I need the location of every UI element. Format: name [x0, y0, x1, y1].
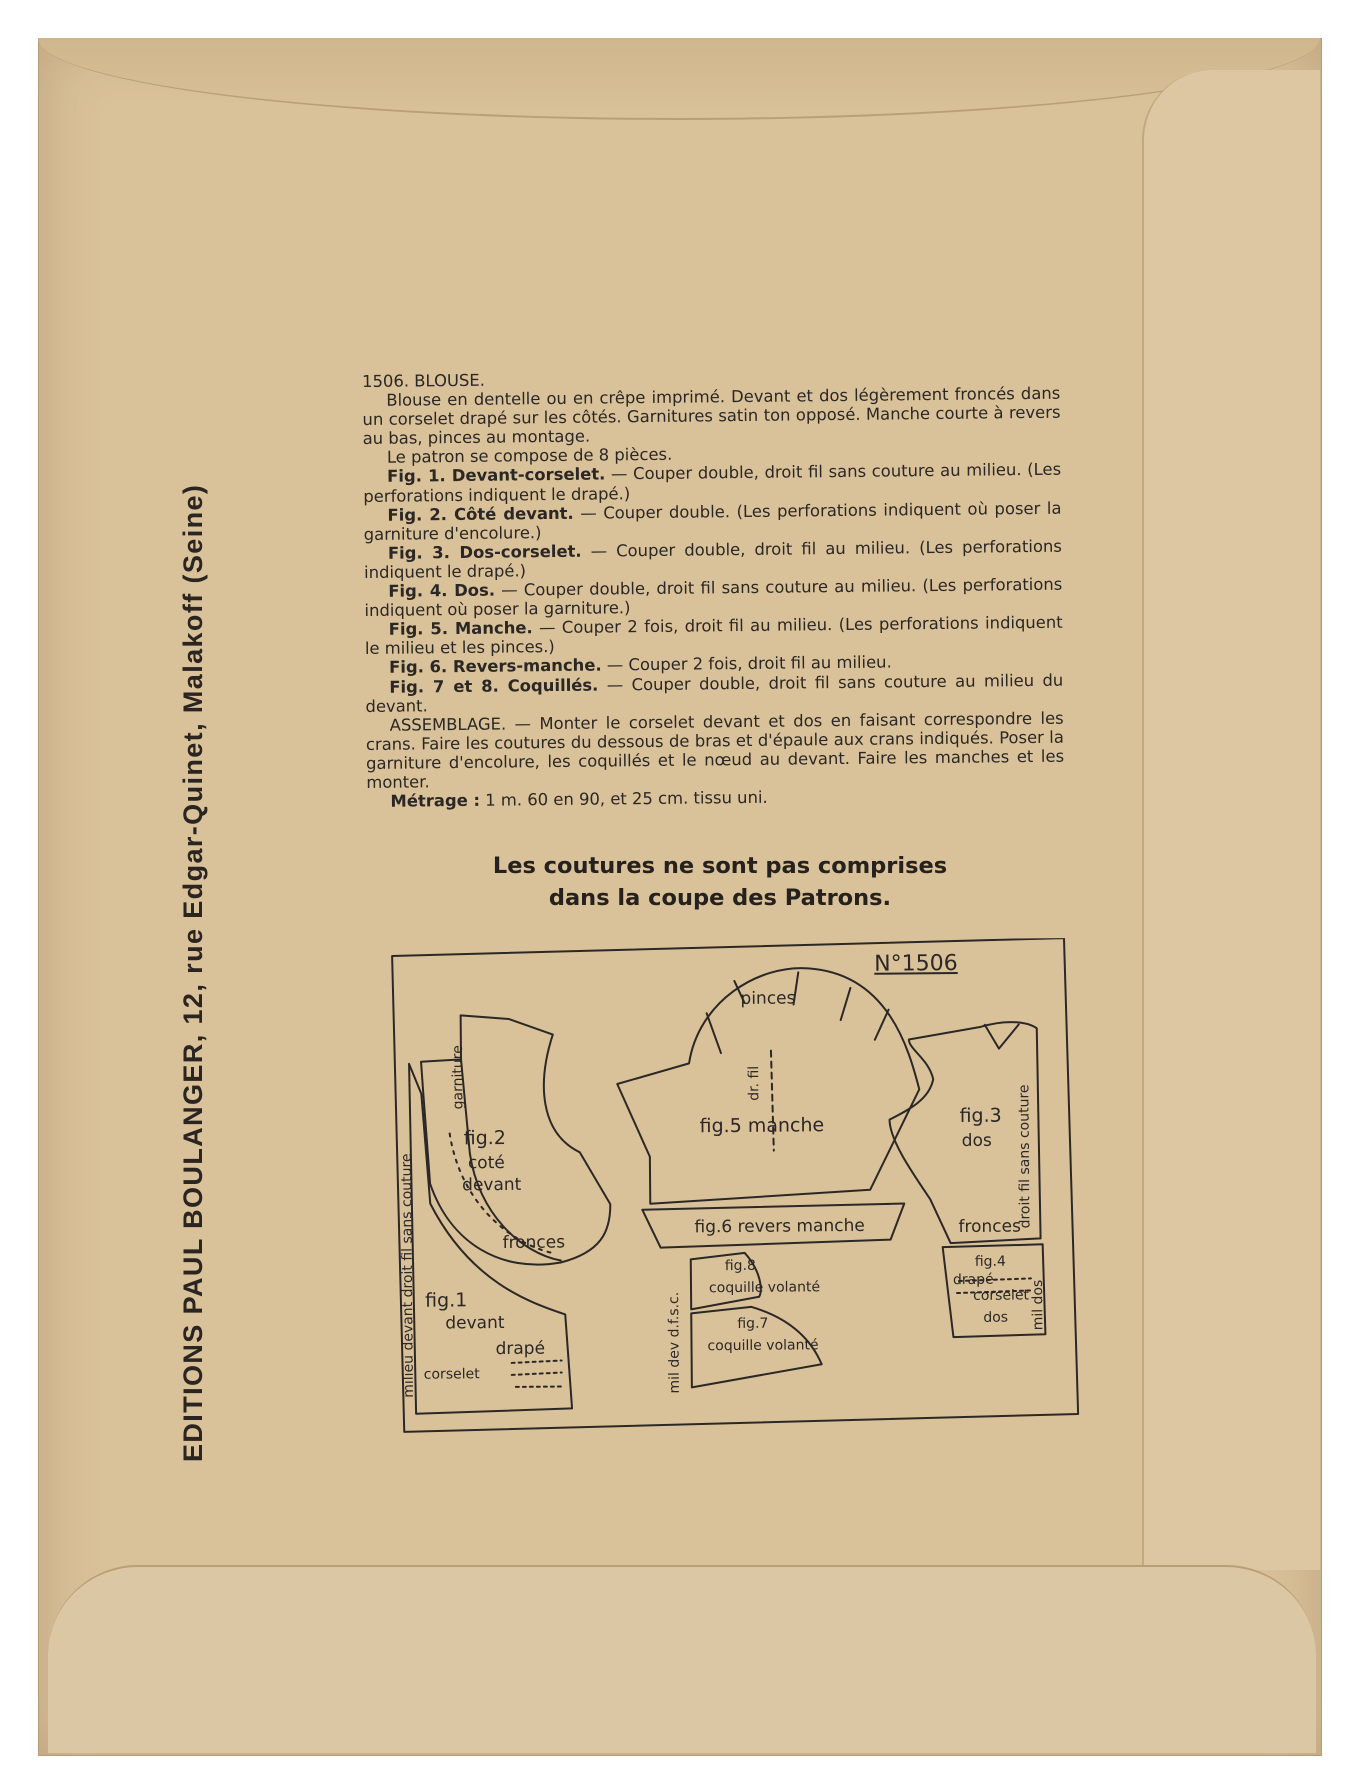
figure-label: Fig. 1. Devant-corselet. — [386, 464, 606, 487]
garniture-label: garniture — [449, 1045, 467, 1110]
figure-label: Fig. 6. Revers-manche. — [388, 655, 602, 678]
fig8-label: fig.8 — [724, 1257, 756, 1275]
figure-text: — Couper 2 fois, droit fil au milieu. (Les perforations indiquent le milieu et les pinces.) — [364, 612, 1063, 659]
fig1-label: fig.1 — [425, 1289, 468, 1312]
drape-label: drapé — [952, 1271, 994, 1289]
pinces-label: pinces — [740, 988, 796, 1009]
figure-text: — Couper double, droit fil sans couture au milieu. (Les perforations indiquent où poser la garniture.) — [364, 574, 1063, 621]
instructions-heading: 1506. BLOUSE. — [362, 370, 485, 391]
grain-label: dr. fil — [746, 1065, 763, 1101]
figure-label: Fig. 2. Côté devant. — [387, 503, 574, 525]
corselet-label: corselet — [423, 1366, 480, 1383]
droit-fil-label: droit fil sans couture — [1016, 1084, 1034, 1229]
envelope-side-flap — [1142, 70, 1320, 1570]
pattern-instructions — [362, 365, 1065, 811]
mil-dos-label: mil dos — [1029, 1279, 1047, 1331]
figure-label: Fig. 5. Manche. — [388, 618, 533, 639]
figure-label: Fig. 7 et 8. Coquillés. — [389, 675, 599, 697]
corselet-label: corselet — [973, 1287, 1030, 1304]
fig1-label: devant — [445, 1312, 505, 1334]
fronces-label: fronces — [958, 1216, 1022, 1238]
blouse-description: Blouse en dentelle ou en crêpe imprimé. Devant et dos légèrement froncés dans un corselet drapé sur les côtés. Garnitures satin ton opposé. Manche courte à revers au bas, pinces au montage. — [362, 383, 1061, 449]
pattern-layout-diagram — [388, 938, 1082, 1438]
milieu-devant-label: milieu devant droit fil sans couture — [398, 1153, 417, 1398]
figure-text: — Couper double. (Les perforations indiquent où poser la garniture d'encolure.) — [363, 498, 1062, 544]
figure-label: Fig. 4. Dos. — [388, 580, 496, 601]
fig7-label: fig.7 — [737, 1315, 769, 1332]
notice-line: dans la coupe des Patrons. — [548, 885, 892, 911]
fig3-dart — [985, 1024, 1019, 1048]
figure-label: Fig. 3. Dos-corselet. — [387, 541, 582, 563]
fig2-label: devant — [462, 1174, 522, 1196]
fig1-perforations — [512, 1361, 562, 1387]
fig2-label: fig.2 — [463, 1126, 506, 1150]
pieces-intro: Le patron se compose de 8 pièces. — [386, 445, 673, 468]
fig3-label: fig.3 — [959, 1104, 1002, 1128]
figure-text: — Couper 2 fois, droit fil au milieu. — [606, 652, 892, 675]
metrage-text: 1 m. 60 en 90, et 25 cm. tissu uni. — [485, 787, 768, 810]
dos-label: dos — [983, 1309, 1009, 1326]
publisher-imprint: EDITIONS PAUL BOULANGER, 12, rue Edgar-Quinet, Malakoff (Seine) — [178, 483, 208, 1462]
seam-allowance-notice — [420, 850, 1020, 914]
fig7-label: coquille volanté — [707, 1337, 819, 1355]
assembly-instruction: ASSEMBLAGE. — Monter le corselet devant et dos en faisant correspondre les crans. Faire les coutures du dessous de bras et d'épaule aux crans indiqués. Poser la garniture d'encolure, les coquillés et le nœud au devant. Faire les manches et les monter. — [365, 708, 1065, 792]
fig4-label: fig.4 — [974, 1253, 1006, 1270]
fig2-label: coté — [467, 1152, 505, 1174]
mil-dev-label: mil dev d.f.s.c. — [666, 1291, 683, 1394]
fig6-label: fig.6 revers manche — [694, 1215, 865, 1238]
metrage-label: Métrage : — [390, 790, 481, 811]
fig3-label: dos — [961, 1130, 992, 1152]
notice-line: Les coutures ne sont pas comprises — [492, 853, 948, 879]
fig5-dart-lines — [706, 972, 889, 1054]
drape-label: drapé — [495, 1338, 546, 1360]
envelope-bottom-flap — [48, 1565, 1316, 1753]
figure-text: — Couper double, droit fil au milieu. (Les perforations indiquent le drapé.) — [363, 536, 1062, 582]
fig8-label: coquille volanté — [708, 1279, 821, 1297]
fig5-label: fig.5 manche — [699, 1114, 825, 1138]
fronces-label: fronces — [502, 1232, 566, 1254]
figure-text: — Couper double, droit fil sans couture au milieu du devant. — [365, 670, 1064, 716]
figure-text: — Couper double, droit fil sans couture au milieu. (Les perforations indiquent le drapé.) — [363, 460, 1062, 506]
pattern-number: N°1506 — [874, 951, 958, 977]
